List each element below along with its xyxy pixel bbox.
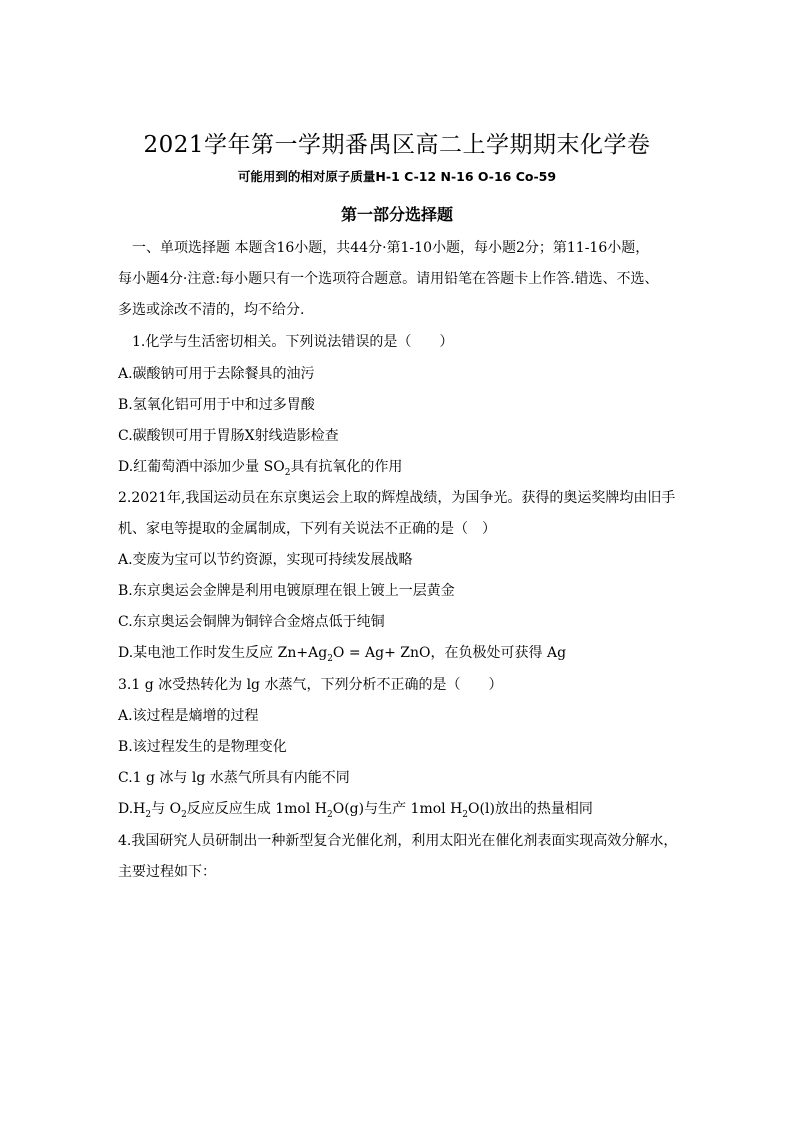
question-2-option-a: A.变废为宝可以节约资源，实现可持续发展战略 xyxy=(118,552,413,568)
page-title: 2021学年第一学期番禺区高二上学期期末化学卷 xyxy=(143,132,651,158)
question-2-stem-line-2: 机、家电等提取的金属制成，下列有关说法不正确的是（ ） xyxy=(118,521,496,537)
instructions-line-1: 一、单项选择题 本题含16小题，共44分·第1-10小题，每小题2分；第11-16小题， xyxy=(132,240,650,256)
atomic-mass-note: 可能用到的相对原子质量H-1 C-12 N-16 O-16 Co-59 xyxy=(237,169,557,184)
question-3-option-a: A.该过程是熵增的过程 xyxy=(118,708,259,724)
instructions-line-2: 每小题4分·注意:每小题只有一个选项符合题意。请用铅笔在答题卡上作答.错选、不选、 xyxy=(118,271,659,287)
question-2-option-b: B.东京奥运会金牌是利用电镀原理在银上镀上一层黄金 xyxy=(118,583,455,599)
question-4-stem-line-2: 主要过程如下： xyxy=(118,864,216,880)
question-2-stem-line-1: 2.2021年,我国运动员在东京奥运会上取的辉煌战绩，为国争光。获得的奥运奖牌均由旧手 xyxy=(118,490,676,506)
question-3-option-c: C.1 g 冰与 lg 水蒸气所具有内能不同 xyxy=(118,770,350,786)
question-3-option-d: $D.H_2$与 $O_2$反应反应生成 1mol $H_2O(g)$与生产 1mol $H_2O(l)$放出的热量相同 xyxy=(118,801,593,820)
question-2-option-c: C.东京奥运会铜牌为铜锌合金熔点低于纯铜 xyxy=(118,614,385,630)
question-1-option-c: C.碳酸钡可用于胃肠X射线造影检查 xyxy=(118,428,339,444)
question-2-option-d: D.某电池工作时发生反应 $Zn+Ag_2O = Ag+$ ZnO，在负极处可获得 Ag xyxy=(118,645,567,664)
section-title: 第一部分选择题 xyxy=(340,205,453,224)
instructions-line-3: 多选或涂改不清的，均不给分. xyxy=(118,302,305,318)
question-4-stem-line-1: 4.我国研究人员研制出一种新型复合光催化剂，利用太阳光在催化剂表面实现高效分解水， xyxy=(118,833,678,849)
question-3-stem: 3.1 g 冰受热转化为 lg 水蒸气，下列分析不正确的是（ ） xyxy=(118,677,503,693)
question-1-option-d: D.红葡萄酒中添加少量 $SO_2$具有抗氧化的作用 xyxy=(118,459,403,478)
question-1-option-b: B.氢氧化铝可用于中和过多胃酸 xyxy=(118,397,315,413)
question-1-option-a: A.碳酸钠可用于去除餐具的油污 xyxy=(118,366,315,382)
question-1-stem: 1.化学与生活密切相关。下列说法错误的是（ ） xyxy=(132,334,454,350)
question-3-option-b: B.该过程发生的是物理变化 xyxy=(118,739,287,755)
